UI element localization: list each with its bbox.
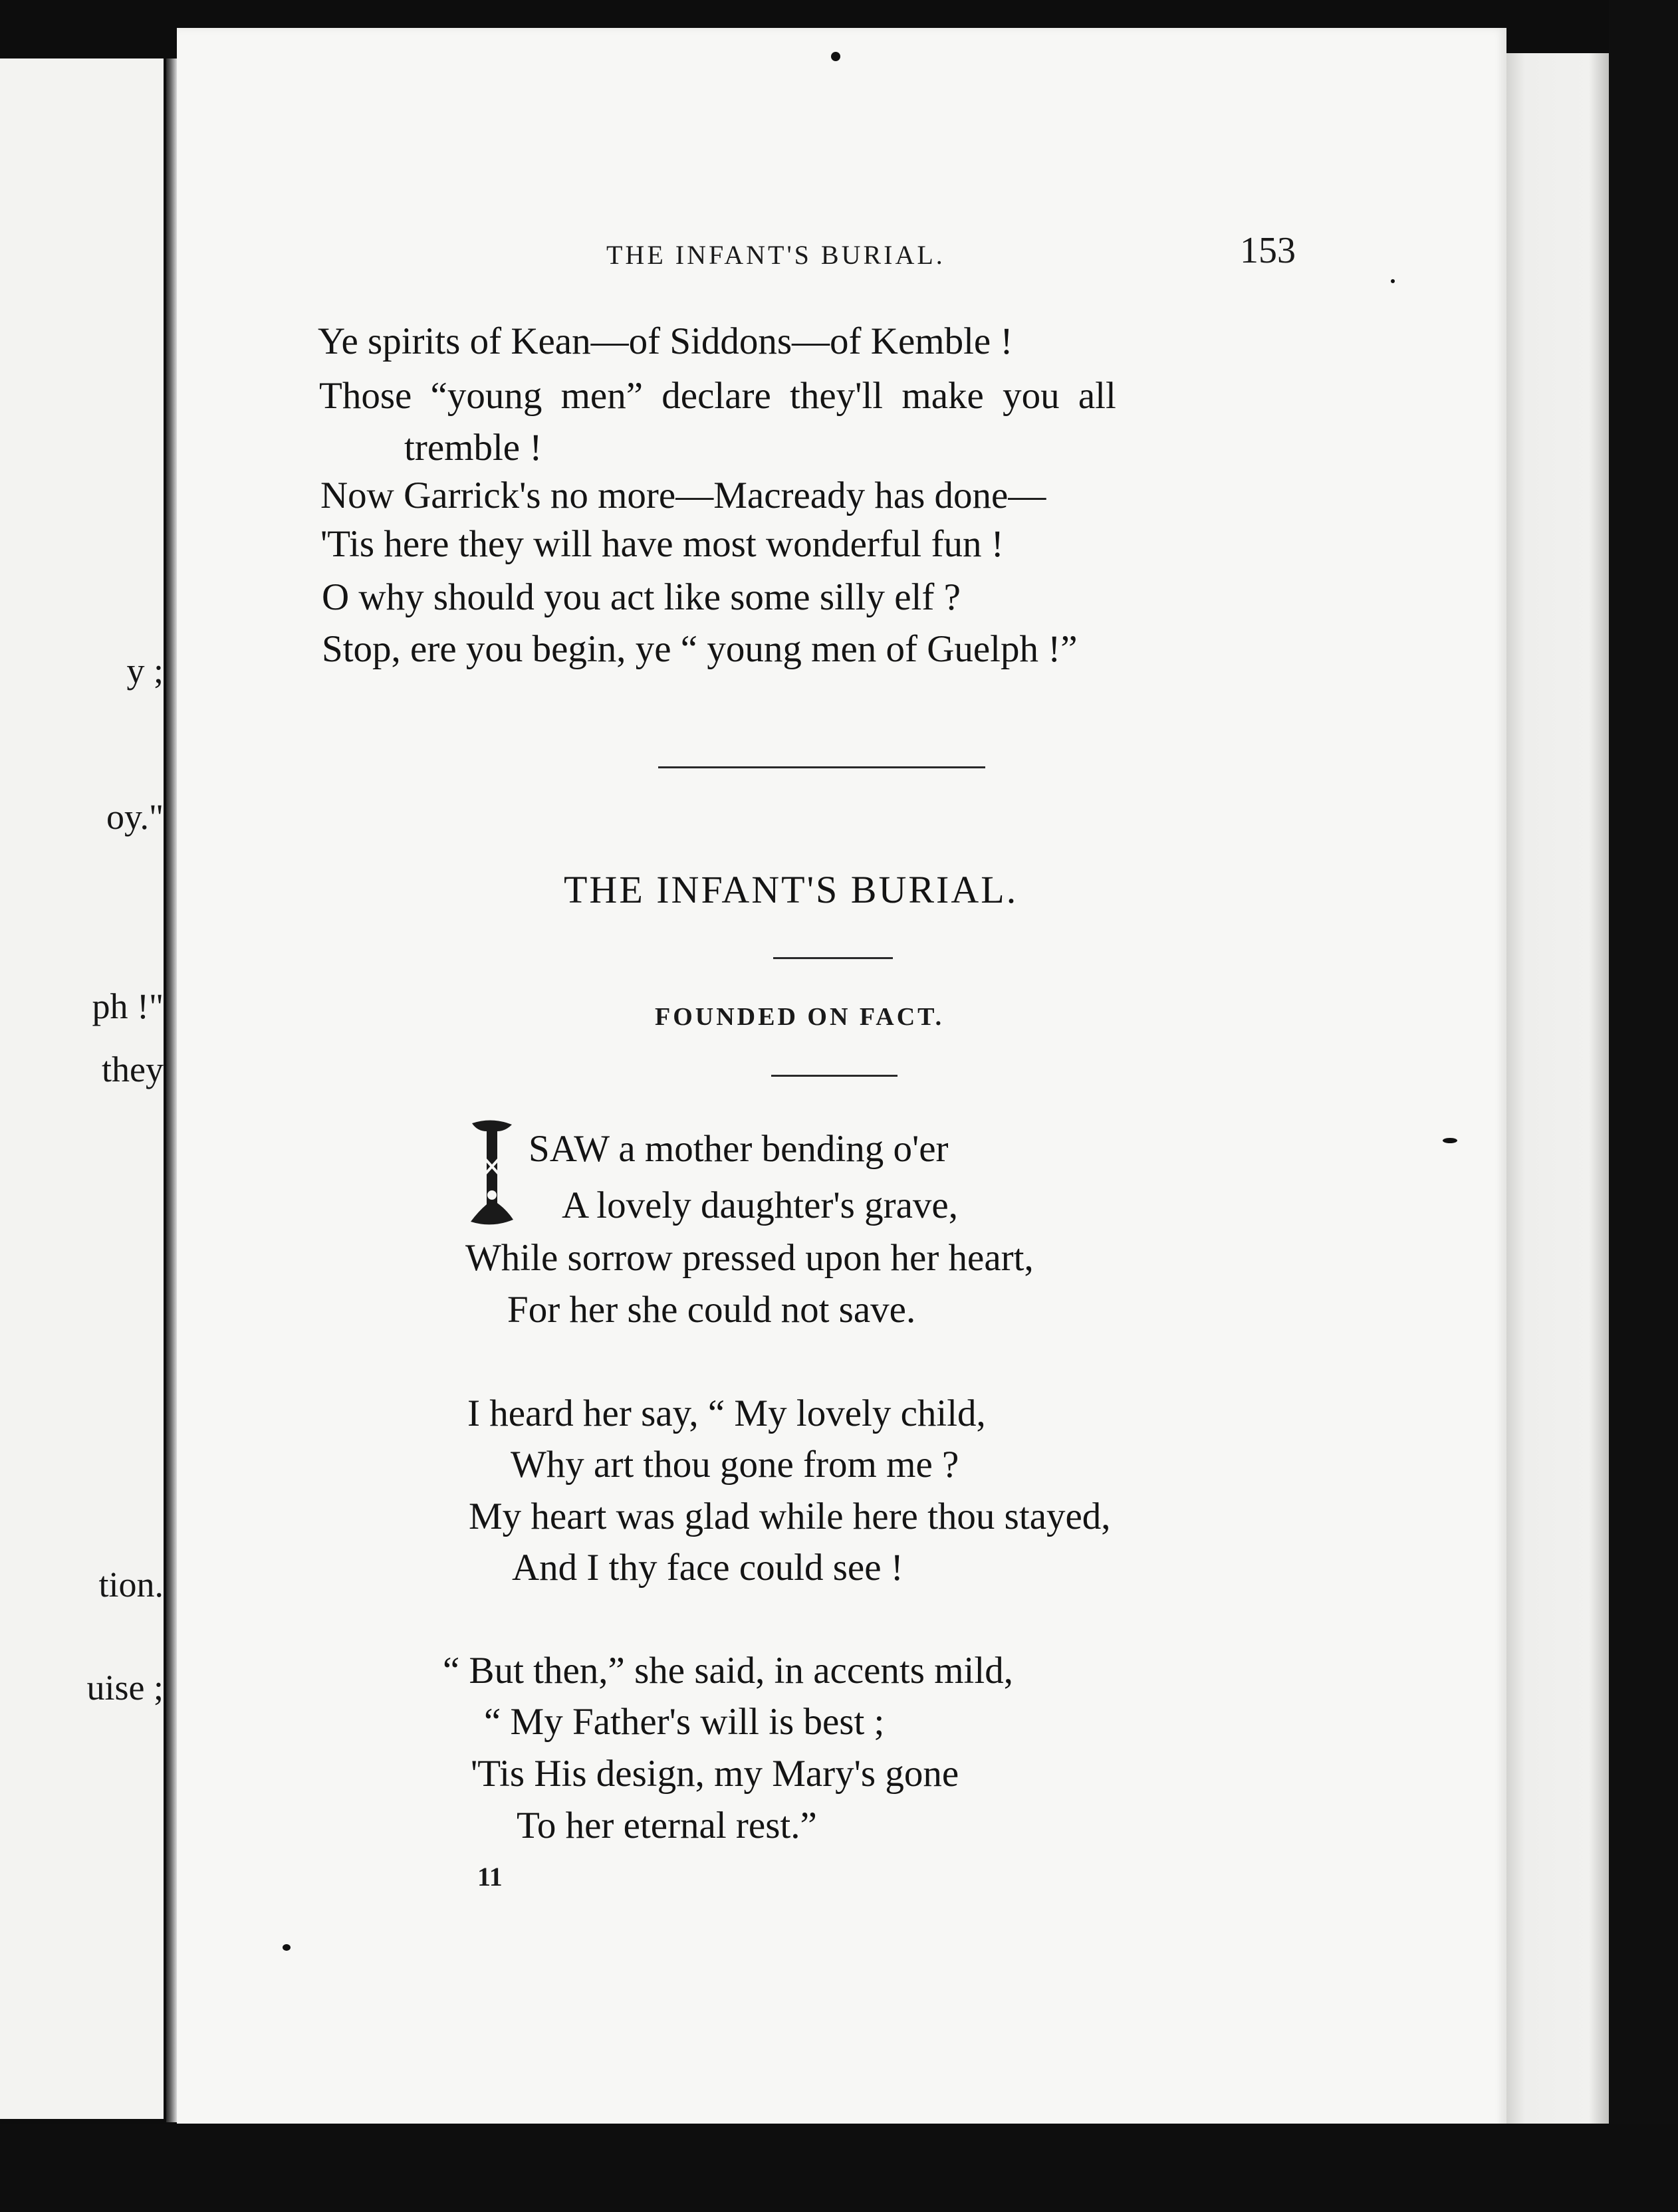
section-divider [658, 766, 985, 768]
scan-border-right [1609, 0, 1678, 2212]
signature-mark: 11 [477, 1862, 503, 1892]
scan-speck [831, 52, 840, 61]
poem-line: 'Tis His design, my Mary's gone [471, 1753, 959, 1795]
poem-line: Ye spirits of Kean—of Siddons—of Kemble ! [318, 320, 1013, 362]
poem-line: tremble ! [404, 427, 542, 469]
scan-speck [1391, 279, 1395, 283]
title-rule [773, 957, 893, 959]
poem-subtitle: FOUNDED ON FACT. [655, 1003, 945, 1031]
poem-title: THE INFANT'S BURIAL. [564, 868, 1019, 911]
poem-line: While sorrow pressed upon her heart, [465, 1237, 1034, 1279]
scan-border-bottom [0, 2124, 1678, 2212]
poem-line: “ But then,” she said, in accents mild, [443, 1650, 1013, 1692]
poem-line: And I thy face could see ! [512, 1547, 903, 1589]
book-gutter [166, 58, 177, 2122]
scan-speck [1443, 1138, 1457, 1143]
ornamental-drop-cap [465, 1117, 519, 1230]
poem-line: O why should you act like some silly elf ? [322, 576, 961, 618]
subtitle-rule [771, 1075, 898, 1077]
poem-line: My heart was glad while here thou stayed, [469, 1495, 1111, 1537]
poem-line: Stop, ere you begin, ye “ young men of Guelph !” [322, 628, 1078, 670]
previous-page-fragment [0, 58, 164, 2119]
poem-line: I heard her say, “ My lovely child, [467, 1392, 986, 1434]
poem-line: For her she could not save. [507, 1289, 916, 1331]
left-fragment-text: y ; [126, 651, 164, 691]
left-fragment-text: tion. [98, 1565, 164, 1604]
poem-line: Those “young men” declare they'll make you all [319, 375, 1116, 417]
left-fragment-text: they [102, 1050, 164, 1089]
page-stack-edge [1504, 53, 1610, 2160]
poem-line: To her eternal rest.” [517, 1805, 817, 1846]
page-number: 153 [1240, 230, 1296, 271]
poem-line: SAW a mother bending o'er [529, 1128, 949, 1170]
running-head: THE INFANT'S BURIAL. [606, 240, 945, 270]
poem-line: A lovely daughter's grave, [562, 1184, 958, 1226]
poem-line: Why art thou gone from me ? [511, 1444, 959, 1486]
left-fragment-text: uise ; [86, 1668, 164, 1708]
poem-line: “ My Father's will is best ; [484, 1701, 885, 1743]
poem-line: 'Tis here they will have most wonderful fun ! [320, 523, 1004, 565]
poem-line: Now Garrick's no more—Macready has done— [320, 475, 1046, 516]
scan-speck [283, 1944, 291, 1951]
left-fragment-text: oy." [106, 797, 164, 837]
left-fragment-text: ph !" [92, 986, 164, 1026]
